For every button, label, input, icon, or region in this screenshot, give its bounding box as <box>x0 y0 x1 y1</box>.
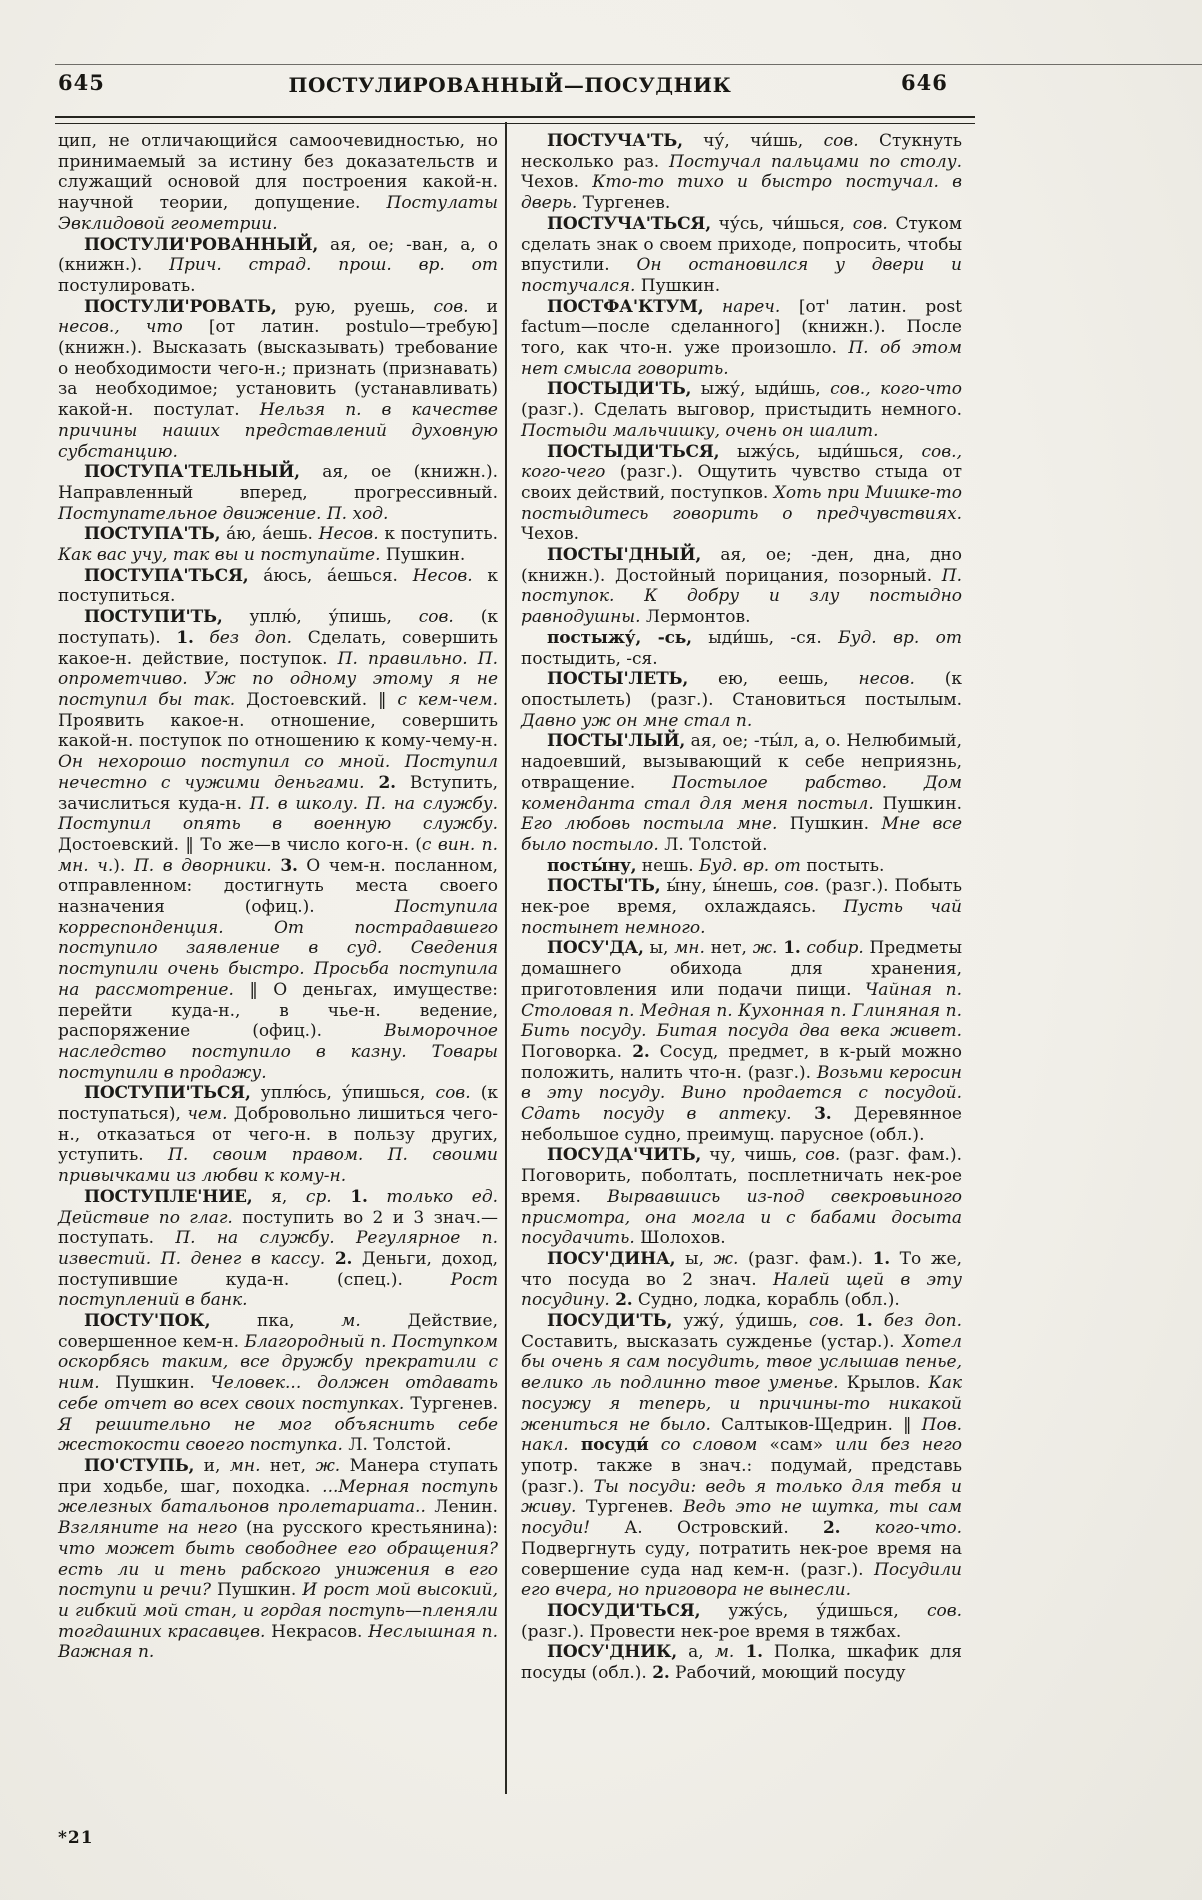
entry-italic-text: П. в дворники. <box>133 855 272 876</box>
entry-italic-text: чем. <box>187 1104 228 1125</box>
entry-text: Сделать, совершить какое-н. действие, поступок. <box>58 627 499 669</box>
entry-italic-text: сов. <box>433 296 469 317</box>
entry-italic-text: Хоть при Мишке-то постыдитесь говорить о предчувствиях. <box>521 482 962 524</box>
entry-text: Достоевский. ‖ То же—в число кого-н. ( <box>58 834 422 855</box>
dictionary-entry <box>58 462 498 524</box>
entry-text: чу, чишь, <box>701 1145 806 1166</box>
entry-text: Крылов. <box>838 1373 929 1394</box>
entry-italic-text: кого-что. <box>874 1518 962 1539</box>
entry-italic-text: Рост поступлений в банк. <box>58 1269 498 1311</box>
entry-text: Стуком сделать знак о своем приходе, попросить, чтобы впустили. <box>521 213 962 276</box>
entry-bold-text: ПОСУ'ДНИК, <box>547 1642 678 1663</box>
entry-text: я, <box>252 1186 306 1207</box>
entry-italic-text: мн. <box>229 1456 261 1476</box>
entry-text <box>194 628 210 648</box>
dictionary-entry <box>521 214 962 297</box>
dictionary-entry <box>521 1249 962 1311</box>
entry-text: Тургенев. <box>577 193 671 214</box>
entry-italic-text: Пов. накл. <box>521 1414 962 1456</box>
entry-bold-text: ПОСТЫ'ЛЕТЬ, <box>547 669 689 690</box>
dictionary-entry <box>521 442 962 546</box>
entry-italic-text: что может быть свободнее его обращения? есть ли и тень рабского унижения в его поступи и речи? <box>58 1538 498 1601</box>
dictionary-entry <box>521 1642 962 1683</box>
entry-text <box>844 1311 855 1331</box>
dictionary-entry <box>58 131 498 235</box>
entry-italic-text: м. <box>341 1311 361 1332</box>
page-number-left: 645 <box>58 70 105 95</box>
entry-italic-text: И рост мой высокий, и гибкий мой стан, и гордая поступь—пленяли тогдашних красавцев. <box>58 1580 498 1642</box>
entry-italic-text: Постыди мальчишку, очень он шалит. <box>521 420 879 441</box>
entry-italic-text: Мне все было постыло. <box>521 814 963 855</box>
entry-italic-text: П. своим правом. П. своими привычками из любви к кому-н. <box>58 1145 498 1187</box>
entry-text: нет, <box>260 1456 316 1476</box>
entry-text: То же, что посуда во 2 знач. <box>521 1248 962 1290</box>
entry-bold-text: 1. <box>176 627 194 648</box>
entry-italic-text: Он нехорошо поступил со мной. Поступил нечестно с чужими деньгами. <box>58 752 498 793</box>
entry-text: (разг.). Сделать выговор, пристыдить немного. <box>521 400 962 421</box>
dictionary-entry <box>521 1311 962 1601</box>
right-column <box>521 131 962 1684</box>
entry-bold-text: 2. <box>615 1290 633 1311</box>
entry-text: ‖ О деньгах, имуществе: перейти куда-н., в чье-н. ведение, распоряжение (офиц.). <box>58 979 498 1042</box>
entry-italic-text: м. <box>714 1642 735 1663</box>
entry-bold-text: посты́ну, <box>547 855 637 876</box>
entry-italic-text: сов. <box>784 876 820 897</box>
entry-italic-text: Нельзя п. в качестве причины наших представлений духовную субстанцию. <box>58 400 498 462</box>
entry-text: поступить во 2 и 3 знач.—поступать. <box>58 1207 498 1249</box>
dictionary-entry <box>58 1456 498 1663</box>
entry-bold-text: 2. <box>652 1663 670 1684</box>
entry-text: (к поступаться), <box>58 1083 498 1125</box>
entry-italic-text: П. в школу. П. на службу. Поступил опять в военную службу. <box>58 793 498 835</box>
entry-text: Предметы домашнего обихода для хранения, приготовления или подачи пищи. <box>521 938 962 1000</box>
entry-italic-text: сов. <box>418 607 454 628</box>
entry-italic-text: со словом <box>648 1435 758 1456</box>
entry-text: (разг.). Провести нек-рое время в тяжбах. <box>521 1621 902 1642</box>
entry-text: ыжу́, ыди́шь, <box>691 379 831 400</box>
entry-text: Пушкин. <box>635 275 721 296</box>
entry-bold-text: ПОСТУЧА'ТЬСЯ, <box>547 213 711 234</box>
entry-bold-text: ПОСТУ'ПОК, <box>84 1311 211 1332</box>
entry-italic-text: Поступательное движение. П. ход. <box>58 503 389 524</box>
entry-text: ыжу́сь, ыди́шься, <box>719 441 922 462</box>
entry-text: Поговорка. <box>521 1041 633 1062</box>
dictionary-entry <box>521 379 962 441</box>
entry-text: А. Островский. <box>590 1518 824 1539</box>
entry-text: нет, <box>704 938 753 959</box>
entry-text: Пушкин. <box>99 1373 211 1394</box>
page-top-rule <box>55 64 1202 65</box>
entry-italic-text: Несов. <box>318 524 379 545</box>
entry-italic-text: сов. <box>805 1145 841 1166</box>
entry-text: а́юсь, а́ешься. <box>248 565 413 586</box>
entry-text: ею, еешь, <box>688 669 859 690</box>
entry-bold-text: ПОСТУЧА'ТЬ, <box>547 131 683 151</box>
entry-italic-text: только ед. Действие по глаг. <box>58 1186 499 1228</box>
entry-bold-text: 1. <box>783 938 801 959</box>
entry-italic-text: Выморочное наследство поступило в казну. Товары поступили в продажу. <box>58 1021 498 1083</box>
dictionary-entry <box>521 669 962 731</box>
dictionary-entry <box>58 607 498 1083</box>
entry-text: Рабочий, моющий посуду <box>669 1663 906 1684</box>
dictionary-entry <box>521 297 962 380</box>
entry-italic-text: сов. <box>823 131 859 151</box>
entry-italic-text: нареч. <box>722 296 781 317</box>
entry-bold-text: 2. <box>334 1248 353 1269</box>
entry-italic-text: Как вас учу, так вы и поступайте. <box>58 545 381 566</box>
entry-bold-text: ПОСТЫДИ'ТЬ, <box>547 379 692 400</box>
entry-italic-text: Постылое рабство. Дом коменданта стал для меня постыл. <box>521 772 962 814</box>
entry-bold-text: ПОСТЫ'ТЬ, <box>547 876 661 897</box>
dictionary-entry <box>521 938 962 1145</box>
entry-text: нешь. <box>636 855 700 876</box>
entry-bold-text: ПОСУДИ'ТЬ, <box>547 1311 673 1332</box>
entry-text: Ленин. <box>425 1497 498 1518</box>
entry-italic-text: ж. <box>713 1248 739 1269</box>
entry-text: Некрасов. <box>265 1621 369 1642</box>
entry-bold-text: 1. <box>745 1642 763 1663</box>
entry-italic-text: П. правильно. П. опрометчиво. Уж по одному этому я не поступил бы так. <box>58 648 499 710</box>
entry-bold-text: ПОСТУЛИ'РОВАННЫЙ, <box>84 234 319 255</box>
dictionary-entry <box>58 566 498 607</box>
dictionary-entry <box>521 876 962 938</box>
entry-text: (на русского крестьянина): <box>237 1518 498 1539</box>
entry-italic-text: сов. <box>852 213 888 234</box>
entry-italic-text: без доп. <box>883 1311 962 1332</box>
entry-italic-text: Взгляните на него <box>58 1518 238 1539</box>
entry-bold-text: ПОСТУПЛЕ'НИЕ, <box>84 1186 253 1207</box>
entry-text: (к опостылеть) (разг.). Становиться постылым. <box>521 669 962 710</box>
entry-italic-text: Прич. страд. прош. вр. от <box>169 255 499 276</box>
entry-text: Шолохов. <box>634 1228 726 1249</box>
entry-text <box>734 1642 745 1662</box>
entry-text <box>703 297 722 317</box>
entry-text: Пушкин. <box>380 545 466 566</box>
entry-italic-text: ж. <box>752 938 778 959</box>
entry-italic-text: Вырвавшись из-под свекровьиного присмотра, она могла и с бабами досыта посудачить. <box>521 1186 962 1249</box>
entry-italic-text: Его любовь постыла мне. <box>521 814 778 835</box>
entry-italic-text: или без него <box>835 1435 962 1456</box>
dictionary-entry <box>521 131 962 214</box>
entry-italic-text: ж. <box>315 1456 341 1476</box>
entry-text: Л. Толстой. <box>658 834 768 855</box>
entry-italic-text: Я решительно не мог объяснить себе жестокости своего поступка. <box>58 1414 498 1456</box>
entry-text: цип, не отличающийся самоочевидностью, но принимаемый за истину без доказательств и служащий основой для построения какой-н. научной теории, допущение. <box>58 131 498 214</box>
entry-italic-text: сов. <box>926 1600 962 1621</box>
entry-text: рую, руешь, <box>276 296 434 317</box>
entry-italic-text: П. поступок. К добру и злу постыдно равнодушны. <box>521 565 962 628</box>
entry-text: Деревянное небольшое судно, преимущ. парусное (обл.). <box>521 1104 962 1145</box>
entry-text: постыдить, -ся. <box>521 648 658 669</box>
entry-text: к поступиться. <box>58 565 498 607</box>
entry-italic-text: П. на службу. Регулярное п. известий. П. денег в кассу. <box>58 1228 498 1269</box>
entry-text <box>325 1249 335 1269</box>
entry-text <box>792 1104 815 1124</box>
entry-text: употр. также в знач.: подумай, представь (разг.). <box>521 1456 962 1497</box>
entry-text: Манера ступать при ходьбе, шаг, походка. <box>58 1456 499 1497</box>
entry-text: и, <box>194 1456 230 1476</box>
entry-italic-text: Поступила корреспонденция. От пострадавшего поступило заявление в суд. Сведения поступили очень быстро. Просьба поступила на рассмотрение. <box>58 897 498 1000</box>
entry-italic-text: сов. <box>808 1311 845 1332</box>
entry-italic-text: Посудили его вчера, но приговора не вынесли. <box>521 1559 962 1601</box>
entry-text: к поступить. <box>378 524 498 545</box>
left-column <box>58 131 498 1663</box>
dictionary-entry <box>58 1083 498 1187</box>
entry-italic-text: Постулаты Эвклидовой геометрии. <box>58 193 498 234</box>
entry-italic-text: сов., кого-что <box>830 379 962 400</box>
entry-bold-text: 2. <box>632 1041 650 1062</box>
dictionary-entry <box>521 545 962 628</box>
entry-text: Пушкин. <box>873 793 962 814</box>
entry-bold-text: ПОСТУПА'ТЕЛЬНЫЙ, <box>84 462 300 483</box>
entry-bold-text: 1. <box>855 1311 873 1332</box>
entry-text: Л. Толстой. <box>342 1435 452 1456</box>
entry-italic-text: Давно уж он мне стал п. <box>521 710 753 731</box>
entry-text: ая, ое; -ты́л, а, о. Нелюбимый, надоевший, вызывающий к себе неприязнь, отвращение. <box>521 731 962 793</box>
dictionary-entry <box>58 297 498 463</box>
entry-italic-text: Он остановился у двери и постучался. <box>521 255 962 296</box>
entry-text: «сам» <box>757 1435 836 1456</box>
entry-italic-text: Чайная п. Столовая п. Медная п. Кухонная п. Глиняная п. Бить посуду. Битая посуда два века живет. <box>521 979 962 1042</box>
entry-italic-text: Человек... должен отдавать себе отчет во всех своих поступках. <box>58 1373 498 1414</box>
entry-text: ы, <box>643 938 675 959</box>
entry-text: Пушкин. <box>777 814 882 835</box>
entry-text: Лермонтов. <box>640 607 751 628</box>
entry-text: [от' латин. post factum—после сделанного] (книжн.). После того, как что-н. уже произошло. <box>521 296 962 359</box>
entry-text: и <box>468 296 498 317</box>
entry-text: Чехов. <box>521 172 593 193</box>
entry-text: ая, ое (книжн.). Направленный вперед, прогрессивный. <box>58 462 498 503</box>
entry-text: Тургенев. <box>404 1393 498 1414</box>
entry-text: Деньги, доход, поступившие куда-н. (спец.). <box>58 1248 499 1290</box>
entry-text: (разг.). Ощутить чувство стыда от своих действий, поступков. <box>521 462 962 503</box>
entry-text: уплю́, у́пишь, <box>222 607 419 628</box>
entry-text: ы́ну, ы́нешь, <box>660 876 785 897</box>
entry-bold-text: 1. <box>872 1248 891 1269</box>
entry-italic-text: сов., кого-чего <box>521 441 962 483</box>
entry-text: ужу́, у́дишь, <box>672 1311 809 1332</box>
signature-mark: *21 <box>58 1828 94 1848</box>
entry-text: Достоевский. ‖ <box>235 689 398 710</box>
entry-italic-text: несов. <box>858 669 915 690</box>
entry-text: О чем-н. посланном, отправленном: достигнуть места своего назначения (офиц.). <box>58 855 498 918</box>
entry-italic-text: Хотел бы очень я сам посудить, твое услышав пенье, велико ль подлинно твое уменье. <box>521 1331 962 1394</box>
entry-italic-text: Налей щей в эту посудину. <box>521 1269 962 1311</box>
entry-italic-text: Кто-то тихо и быстро постучал. в дверь. <box>521 172 963 214</box>
entry-text: Полка, шкафик для посуды (обл.). <box>521 1642 962 1684</box>
entry-text: постулировать. <box>58 275 196 296</box>
entry-text: (разг.). Побыть нек-рое время, охлаждаясь. <box>521 876 963 918</box>
entry-text: чу́, чи́шь, <box>682 131 824 151</box>
entry-text: а, <box>677 1642 715 1663</box>
entry-italic-text: Постучал пальцами по столу. <box>669 151 962 172</box>
entry-bold-text: ПО'СТУПЬ, <box>84 1456 195 1476</box>
dictionary-entry <box>58 524 498 565</box>
entry-italic-text: Неслышная п. Важная п. <box>58 1621 498 1663</box>
column-divider-rule <box>505 122 507 1794</box>
entry-italic-text: Пусть чай постынет немного. <box>521 897 962 938</box>
entry-italic-text: без доп. <box>209 627 293 648</box>
header-double-rule <box>55 116 975 124</box>
entry-italic-text: Возьми керосин в эту посуду. Вино продается с посудой. Сдать посуду в аптеку. <box>521 1062 962 1125</box>
entry-text: Стукнуть несколько раз. <box>521 131 963 172</box>
dictionary-entry <box>521 1145 962 1249</box>
entry-italic-text: ср. <box>305 1186 332 1207</box>
entry-italic-text: Благородный п. Поступком оскорбясь таким, все дружбу прекратили с ним. <box>58 1331 498 1394</box>
entry-text: пка, <box>210 1311 342 1332</box>
entry-italic-text: ...Мерная поступь железных батальонов пролетариата.. <box>58 1476 498 1518</box>
entry-text: а́ю, а́ешь. <box>220 524 319 545</box>
entry-italic-text: Буд. вр. от <box>699 855 801 876</box>
dictionary-entry <box>521 856 962 877</box>
entry-text: [от латин. postulo—требую] (книжн.). Высказать (высказывать) требование о необходимости чего-н.; признать (признавать) за необходимое; установить (устанавливать) какой-н. постулат. <box>58 317 498 421</box>
entry-bold-text: посуди́ <box>580 1435 649 1456</box>
dictionary-entry <box>58 1311 498 1456</box>
entry-text: Добровольно лишиться чего-н., отказаться от чего-н. в пользу других, уступить. <box>58 1104 498 1166</box>
entry-italic-text: Ведь это не шутка, ты сам посуди! <box>521 1497 962 1539</box>
entry-bold-text: ПОСТЫ'ЛЫЙ, <box>547 731 686 752</box>
entry-bold-text: ПОСУДИ'ТЬСЯ, <box>547 1600 701 1621</box>
dictionary-entry <box>58 235 498 297</box>
entry-text: Чехов. <box>521 524 579 545</box>
entry-text: Тургенев. <box>576 1497 684 1518</box>
entry-bold-text: ПОСТЫДИ'ТЬСЯ, <box>547 441 720 462</box>
dictionary-entry <box>58 1187 498 1311</box>
entry-bold-text: 1. <box>350 1186 368 1207</box>
entry-text: ая, ое; -ден, дна, дно (книжн.). Достойный порицания, позорный. <box>521 545 962 586</box>
entry-text <box>569 1435 581 1455</box>
entry-italic-text: Ты посуди: ведь я только для тебя и живу. <box>521 1476 962 1518</box>
entry-italic-text: собир. <box>806 938 864 959</box>
entry-text: ужу́сь, у́дишься, <box>700 1600 927 1621</box>
entry-italic-text: мн. <box>674 938 705 959</box>
entry-bold-text: ПОСТФА'КТУМ, <box>547 296 704 317</box>
entry-text: (разг. фам.). <box>738 1248 873 1269</box>
entry-text: Действие, совершенное кем-н. <box>58 1311 498 1352</box>
entry-text: Сосуд, предмет, в к-рый можно положить, налить что-н. (разг.). <box>521 1041 962 1083</box>
page-number-right: 646 <box>901 70 948 95</box>
entry-text: уплю́сь, у́пишься, <box>250 1083 436 1104</box>
entry-text <box>873 1311 884 1331</box>
entry-bold-text: ПОСУ'ДИНА, <box>547 1248 676 1269</box>
entry-text: постыть. <box>800 855 885 876</box>
entry-text: Проявить какое-н. отношение, совершить какой-н. поступок по отношению к кому-чему-н. <box>58 710 498 752</box>
entry-bold-text: 3. <box>814 1104 832 1125</box>
dictionary-entry <box>521 628 962 669</box>
entry-text: Салтыков-Щедрин. ‖ <box>710 1414 922 1435</box>
entry-bold-text: ПОСТЫ'ДНЫЙ, <box>547 545 702 566</box>
entry-text: (к поступать). <box>58 607 498 648</box>
dictionary-entry <box>521 1601 962 1642</box>
entry-text: ). <box>113 855 134 876</box>
entry-italic-text: Буд. вр. от <box>838 627 962 648</box>
entry-text: Вступить, зачислиться куда-н. <box>58 772 499 814</box>
entry-bold-text: 2. <box>823 1518 841 1539</box>
entry-bold-text: ПОСТУПИ'ТЬ, <box>84 607 223 628</box>
entry-bold-text: 2. <box>378 772 396 793</box>
entry-italic-text: П. об этом нет смысла говорить. <box>521 338 962 379</box>
entry-bold-text: 3. <box>280 855 298 876</box>
entry-italic-text: Как посужу я теперь, и причины-то никакой жениться не было. <box>521 1373 962 1435</box>
entry-bold-text: ПОСУДА'ЧИТЬ, <box>547 1145 702 1166</box>
entry-text: ыди́шь, -ся. <box>691 627 839 648</box>
entry-text <box>365 773 379 793</box>
entry-bold-text: ПОСТУПА'ТЬСЯ, <box>84 565 249 586</box>
entry-bold-text: ПОСТУПА'ТЬ, <box>84 524 221 545</box>
entry-text: ы, <box>675 1248 714 1269</box>
entry-bold-text: ПОСУ'ДА, <box>547 938 644 959</box>
entry-text: Подвергнуть суду, потратить нек-рое время на совершение суда над кем-н. (разг.). <box>521 1538 962 1580</box>
entry-text: Судно, лодка, корабль (обл.). <box>632 1290 900 1311</box>
entry-text <box>840 1518 874 1538</box>
running-title: ПОСТУЛИРОВАННЫЙ—ПОСУДНИК <box>288 73 732 97</box>
entry-text: Составить, высказать сужденье (устар.). <box>521 1331 903 1352</box>
entry-italic-text: несов., что <box>58 317 183 338</box>
entry-italic-text: с вин. п. мн. ч. <box>58 834 498 876</box>
entry-italic-text: с кем-чем. <box>397 689 498 710</box>
dictionary-entry <box>521 731 962 855</box>
entry-text <box>332 1187 351 1207</box>
entry-italic-text: сов. <box>435 1083 471 1104</box>
entry-bold-text: постыжу́, -сь, <box>547 627 692 648</box>
entry-bold-text: ПОСТУЛИ'РОВАТЬ, <box>84 296 277 317</box>
entry-text: ая, ое; -ван, а, о (книжн.). <box>58 234 498 276</box>
entry-italic-text: Несов. <box>412 565 473 586</box>
entry-bold-text: ПОСТУПИ'ТЬСЯ, <box>84 1083 251 1104</box>
entry-text: Пушкин. <box>211 1580 303 1601</box>
entry-text: чу́сь, чи́шься, <box>710 213 853 234</box>
entry-text <box>368 1187 387 1207</box>
entry-text: (разг. фам.). Поговорить, поболтать, посплетничать нек-рое время. <box>521 1145 962 1207</box>
